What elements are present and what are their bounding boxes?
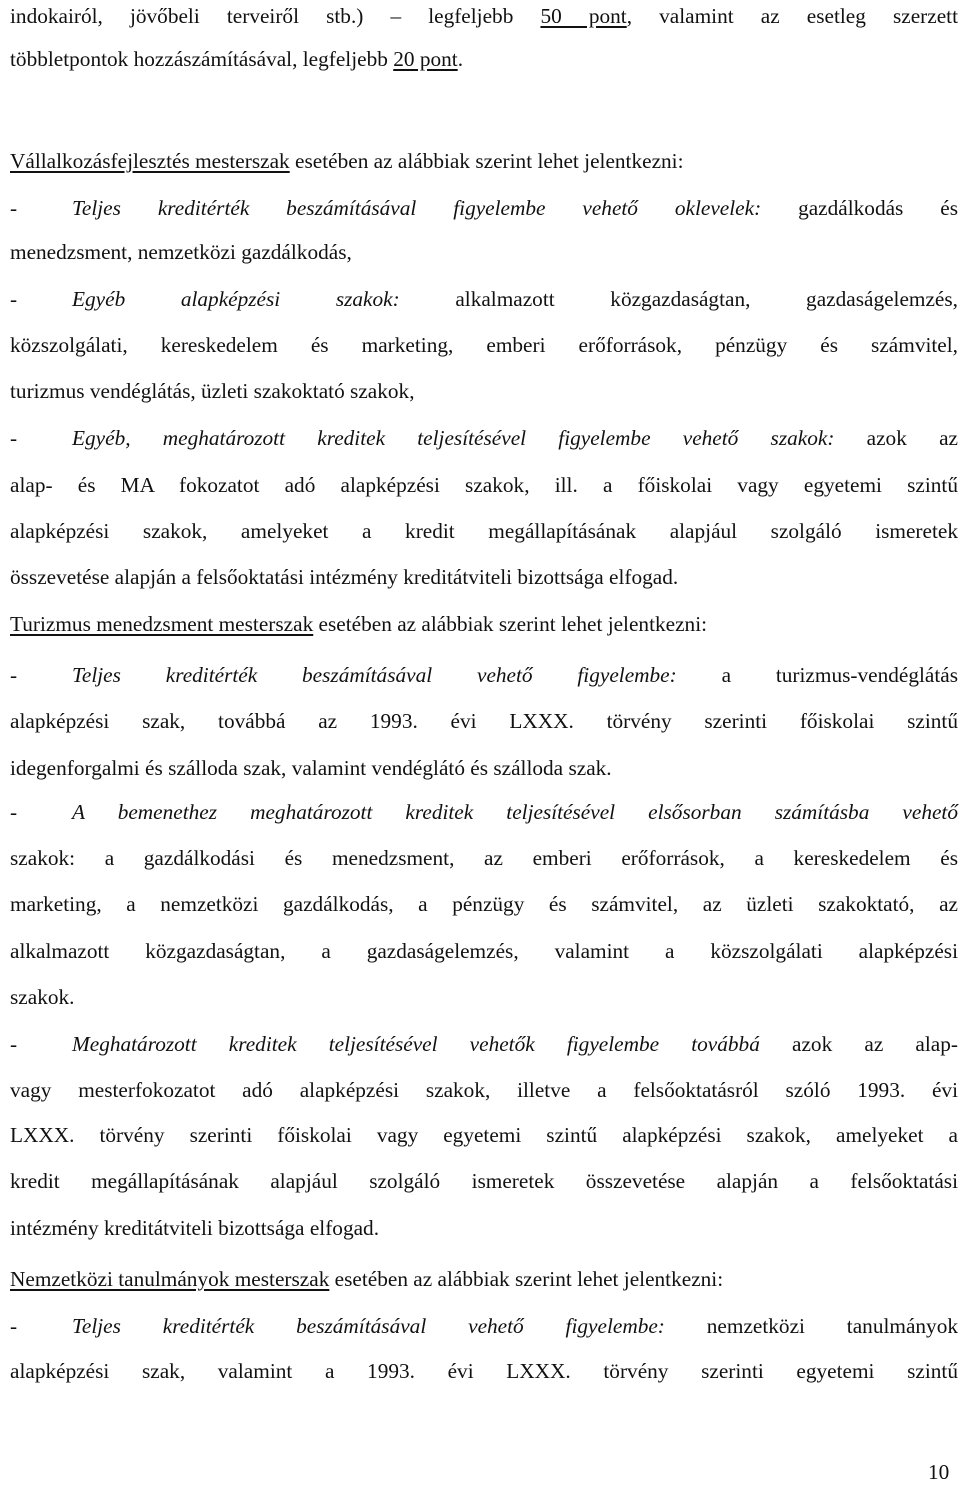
- text-line: intézmény kreditátviteli bizottsága elfogad.: [10, 1216, 380, 1240]
- text-line: vagy mesterfokozatot adó alapképzési szakok, illetve a felsőoktatásról szóló 1993. évi: [10, 1078, 958, 1102]
- text-line: alapképzési szak, továbbá az 1993. évi LXXX. törvény szerinti főiskolai szintű: [10, 709, 958, 733]
- text-line: közszolgálati, kereskedelem és marketing, emberi erőforrások, pénzügy és számvitel,: [10, 333, 958, 357]
- list-dash: -: [10, 1032, 18, 1056]
- text-line: kredit megállapításának alapjául szolgáló ismeretek összevetése alapján a felsőoktatási: [10, 1169, 958, 1193]
- text-line: többletpontok hozzászámításával, legfeljebb 20 pont.: [10, 47, 464, 71]
- text-line: marketing, a nemzetközi gazdálkodás, a pénzügy és számvitel, az üzleti szakoktató, az: [10, 892, 958, 916]
- section-heading-line: Nemzetközi tanulmányok mesterszak esetében az alábbiak szerint lehet jelentkezni:: [10, 1267, 724, 1291]
- list-dash: -: [10, 663, 18, 687]
- underlined-score: 50 pont: [540, 4, 627, 28]
- underlined-score: 20 pont: [393, 47, 458, 71]
- list-item-line: - Teljes kreditérték beszámításával vehető figyelembe: nemzetközi tanulmányok: [10, 1314, 958, 1338]
- list-item-line: - Egyéb, meghatározott kreditek teljesítésével figyelembe vehető szakok: azok az: [10, 426, 958, 450]
- text-line: menedzsment, nemzetközi gazdálkodás,: [10, 240, 352, 264]
- text-line: LXXX. törvény szerinti főiskolai vagy egyetemi szintű alapképzési szakok, amelyeket a: [10, 1123, 958, 1147]
- page-number: 10: [928, 1460, 950, 1484]
- program-title: Turizmus menedzsment mesterszak: [10, 612, 314, 636]
- list-item-line: - Teljes kreditérték beszámításával vehető figyelembe: a turizmus-vendéglátás: [10, 663, 958, 687]
- section-heading-line: Turizmus menedzsment mesterszak esetében az alábbiak szerint lehet jelentkezni:: [10, 612, 708, 636]
- list-dash: -: [10, 196, 18, 220]
- text-line: alap- és MA fokozatot adó alapképzési szakok, ill. a főiskolai vagy egyetemi szintű: [10, 473, 958, 497]
- list-dash: -: [10, 426, 18, 450]
- list-item-line: - Egyéb alapképzési szakok: alkalmazott közgazdaságtan, gazdaságelemzés,: [10, 287, 958, 311]
- text-line: indokairól, jövőbeli terveiről stb.) – legfeljebb 50 pont, valamint az esetleg szerzett: [10, 4, 959, 28]
- list-item-line: - A bemenethez meghatározott kreditek teljesítésével elsősorban számításba vehető: [10, 800, 958, 824]
- text-line: szakok.: [10, 985, 75, 1009]
- text-line: idegenforgalmi és szálloda szak, valamint vendéglátó és szálloda szak.: [10, 756, 612, 780]
- program-title: Nemzetközi tanulmányok mesterszak: [10, 1267, 330, 1291]
- text-line: alkalmazott közgazdaságtan, a gazdaságelemzés, valamint a közszolgálati alapképzési: [10, 939, 958, 963]
- list-item-line: - Meghatározott kreditek teljesítésével vehetők figyelembe továbbá azok az alap-: [10, 1032, 958, 1056]
- list-dash: -: [10, 800, 18, 824]
- text-line: turizmus vendéglátás, üzleti szakoktató szakok,: [10, 379, 415, 403]
- text-line: alapképzési szak, valamint a 1993. évi LXXX. törvény szerinti egyetemi szintű: [10, 1359, 958, 1383]
- list-item-line: - Teljes kreditérték beszámításával figyelembe vehető oklevelek: gazdálkodás és: [10, 196, 958, 220]
- list-dash: -: [10, 287, 18, 311]
- text-line: alapképzési szakok, amelyeket a kredit megállapításának alapjául szolgáló ismeretek: [10, 519, 958, 543]
- list-dash: -: [10, 1314, 18, 1338]
- text-line: szakok: a gazdálkodási és menedzsment, az emberi erőforrások, a kereskedelem és: [10, 846, 958, 870]
- section-heading-line: Vállalkozásfejlesztés mesterszak esetében az alábbiak szerint lehet jelentkezni:: [10, 149, 684, 173]
- text-line: összevetése alapján a felsőoktatási intézmény kreditátviteli bizottsága elfogad.: [10, 565, 679, 589]
- program-title: Vállalkozásfejlesztés mesterszak: [10, 149, 290, 173]
